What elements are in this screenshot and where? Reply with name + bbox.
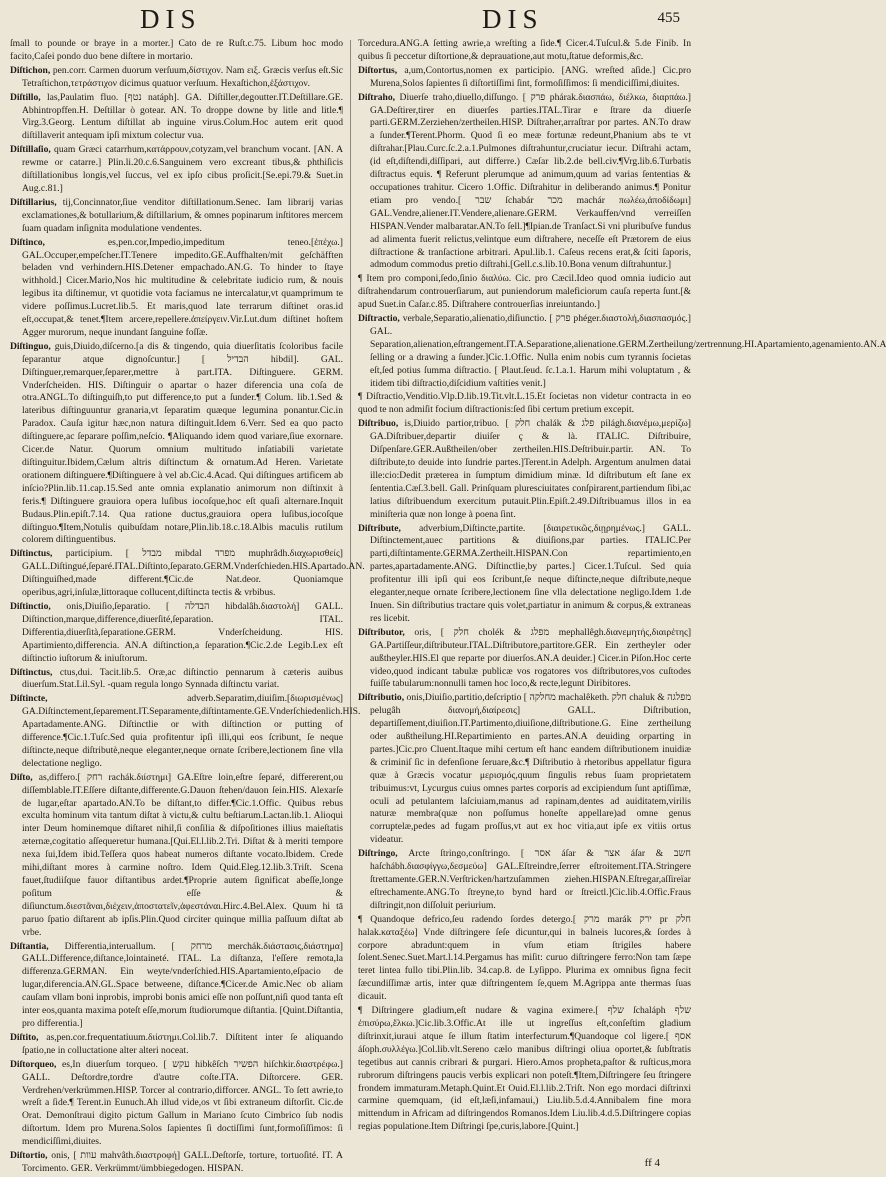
entry-headword: Diſtractio, xyxy=(358,313,403,325)
dictionary-entry xyxy=(358,418,691,521)
entry-text: adverbium,Diſtincte,partite. [διαιρετικῶς,διῃρημένως.] GALL. Diſtinctement,auec partitions & diuiſions,par parties. ITALIC.Per parti,diſtintamente.GERMA.Zertheilt.HISPAN.Con repartimiento,en partes,apartadamente.ANG. Diſtinctlie,by partes.] Cicer.1.Tuſcul. Sed quia profitentur illi ipſi qui eos ſcribunt,ſe neque diſtincte,neque diſtribute,neque eleganter,neque ornate ſcribere,lectionem ſine vlla delectatione negligo.Idem 1.de Inuen. Sin diſtributius tractare quis volet,partiatur in animum & corpus,& extraneas res licebit. xyxy=(370,522,691,624)
dictionary-entry xyxy=(358,914,691,1004)
entry-text: onis,Diuiſio,partitio,deſcriptio [ מחלקה machalêketh. חלק chaluk & מפלגה pelugâh διανομή,διαίρεσις] GALL. Diſtribution, departiſſement,diuiſion.IT.Partimento,diuiſione,diſtributione.G. Eine zertheilung oder außtheilung.HI.Repartimiento en partes.AN.A deuiding orparting in partes.]Cic.pro Cluent.Itaque mihi certum eſt hanc eandem diſtributionem inuidiæ & criminiſ ſic in defenſione ſeruare,&c.¶ Diſtributio à rhetoribus appellatur figura quæ à Græcis vocatur μερισμός,quum ſingulis rebus ſuam proprietatem tribuimus:vt, Lycurgus cuius omnes partes corporis ad excipiendum ſunt aptiſſimæ, oculi ad petulantem laſciuiam,manus ad rapinam,dentes ad auiditatem,virilis naturæ membra(quæ non poſſumus honeſte appellare)ad omne genus corruptelæ,pedes ad fugam proſſus,vt aut ex hoc vitia,aut ipſe ex vitiis ortus videatur. xyxy=(370,692,692,846)
dictionary-entry xyxy=(358,38,691,64)
entry-text: verbale,Separatio,alienatio,diſiunctio. [ פרק phéger.διαστολή,διασπασμός.] GAL. Separation,alienation,eſtrangement.IT.A.Separatione,alienatione.GERM.Zertheilung/zertrennung.HI.Apartamiento,agenamiento.AN.A ſelling or a drawing a ſunder.]Cic.1.Offic. Nulla enim nobis cum tyrannis ſocietas eſt,ſed potius ſumma diſtractio. [ Plaut.ſeud. ſc.1.a.1. Harum mihi voluptatum , & itidem tibi diſtractio,diſcidium vaſtities venit.] xyxy=(370,313,886,389)
entry-headword: Diſtincte, xyxy=(10,693,188,705)
dictionary-entry xyxy=(358,523,691,626)
entry-text: Differentia,interuallum. [ מרחק merchák.διάστασις,διάστημα] GALL.Difference,diſtance,lointaineté. ITAL. La diſtanza, l'eſſere remota,la differenza.GERMAN. Ein weyte/vnderſchied.HIS.Apartamiento,eſpacio de lugar,diferencia.AN.GL.Space betweene, diſtance.¶Cicer.de Amic.Nec ob aliam cauſam vllam boni inprobis, improbi bonis amici eſſe non poſſunt,niſi quod tanta eſt inter eos,quanta maxima poteſt eſſe,morum ſtudiorumque diſtantia. [Quint.Diſtantia, pro differentia.] xyxy=(22,940,343,1029)
entry-text: Torcedura.ANG.A ſetting awrie,a wreſting a ſide.¶ Cicer.4.Tuſcul.& 5.de Finib. In quibus ſi peccetur diſtortione,& deprauatione,aut motu,ſtatue deformis,&c. xyxy=(358,38,691,62)
entry-headword: Diſtichon, xyxy=(10,64,53,76)
entry-headword: Diſtillo, xyxy=(10,91,47,103)
column-divider xyxy=(350,40,351,1130)
dictionary-entry xyxy=(10,601,343,666)
right-column xyxy=(358,38,886,1138)
entry-headword: Diſtribuo, xyxy=(358,418,405,430)
dictionary-entry xyxy=(358,313,886,390)
entry-text: onis, [ עוות mahvâth.διαστροφή] GALL.Deſtorſe, torture, tortuoſité. IT. A Torcimento. GER. Verkrümmt/ümbbiegedogen. HISPAN. xyxy=(22,1150,343,1174)
entry-text: es,In diuerſum torqueo. [ עקש hibkêſch הפשיר hiſchkir.διαστρέφω.] GALL. Deſtordre,tordre d'autre coſte.ITA. Diſtorcere. GER. Verdrehen/verkrümmen.HISP. Torcer al contrario,difforcer. ANGL. To ſett awrie,to wreſt a ſide.¶ Terent.in Eunuch.Ah illud vide,os vt ſibi extraneum diſtorſit. Cic.de Orat. Demonſtraui digito pictum Gallum in Mariano ſcuto Cimbrico ſub nodis diſtortum. Idem pro Murena.Solos ſapientes ſi doctiſſimi ſunt,formoſiſſimos: ſi mendiciſſimi,diuites. xyxy=(22,1058,343,1148)
dictionary-entry xyxy=(10,38,343,64)
entry-text: Arcte ſtringo,conſtringo. [ אסר áſar & אצר áſar & חשב haſchábh.διασφίγγω,δεσμεύω] GAL.Eſtreindre,ſerrer eſtroitement.ITA.Stringere ſtrettamente.GER.N.Verſtricken/hartzuſammen ziehen.HISPAN.Eſtregar,aſſireïar eſtrechamente.ANG.To ſtreyne,to bynd hard or ſtreictl.]Cic.lib.4.Offic.Fraus diſtringit,non diſſoluit periurium. xyxy=(370,848,691,911)
entry-text: las,Paulatim fluo. [נטף natáph]. GA. Diſtiller,degoutter.IT.Deſtillare.GE. Abhintropffen.H. Deſtillar ò gotear. AN. To droppe downe by litle and litle.¶ Virg.3.Georg. Lentum diſtillat ab inguine virus.Colum.Hoc autem erit quod diſtillaverit antequam ipſi mixtum colectur vua. xyxy=(22,91,344,142)
dictionary-entry xyxy=(10,548,365,600)
dictionary-entry xyxy=(10,144,343,196)
entry-headword: Diſtillaſio, xyxy=(10,144,55,156)
dictionary-entry xyxy=(10,772,343,940)
entry-headword: Diſtinctio, xyxy=(10,600,67,612)
entry-text: onis,Diuiſio,ſeparatio. [ הבדלה hibdalâh.διαστολή] GALL. Diſtinction,marque,difference,diuerſité,ſeparation. ITAL. Differentia,diuerſità,ſeparatione.GERM. Vnderſcheidung. HIS. Apartimiento,differencia. AN.A diſtinction,a ſeparation.¶Cic.2.de Legib.Lex eſt diſtinctio iuſtorum & iniuſtorum. xyxy=(22,600,343,664)
entry-text: as,pen.cor.frequentatiuum.διίστημι.Col.lib.7. Diſtitent inter ſe aliquando ſpatio,ne in colluctatione alter alteri noceat. xyxy=(22,1031,343,1056)
entry-headword: Diſtinctus, xyxy=(10,666,60,678)
entry-headword: Diſtantia, xyxy=(10,940,65,952)
dictionary-entry xyxy=(358,1005,691,1134)
entry-text: ſmall to pounde or braye in a morter.] Cato de re Ruſt.c.75. Libum hoc modo facito,Caſei pondo duo bene diſtere in mortario. xyxy=(10,38,343,62)
entry-headword: Diſtinco, xyxy=(10,236,108,248)
header-left-word: DIS xyxy=(140,4,202,34)
entry-text: quam Græci catarrhum,κατάρρουν,cotyzam,vel branchum vocant. [AN. A rewme or catarre.] Plin.li.20.c.6.Sanguinem vero excreant tibus,& phthiſicis diſtillationibus longis,vel ſuccus, vel ex ipſo cibus proſicit.[Se.epi.79.& Suet.in Aug.c.81.] xyxy=(22,144,344,194)
dictionary-entry xyxy=(10,1150,343,1176)
entry-headword: Diſtinctus, xyxy=(10,548,66,560)
entry-headword: Diſtraho, xyxy=(358,91,400,103)
entry-headword: Diſtorqueo, xyxy=(10,1058,63,1070)
dictionary-entry xyxy=(358,692,691,847)
dictionary-entry xyxy=(10,65,343,91)
entry-headword: Diſtringo, xyxy=(358,848,409,860)
entry-text: a,um,Contortus,nomen ex participio. [ANG. wreſted aſide.] Cic.pro Murena,Solos ſapientes ſi diſtortiſſimi ſint, formoſiſſimos: ſi mendiciſſimi,diuites. xyxy=(370,64,691,89)
dictionary-entry xyxy=(10,941,343,1031)
left-column xyxy=(10,38,365,1174)
entry-text: pen.corr. Carmen duorum verſuum,δίστιχον. Nam ειξ. Græcis verſus eſt.Sic Tetraſtichon,τετράστιχον dicimus quatuor verſuum. Hexaſtichon,ἑξάστιχον. xyxy=(22,64,343,89)
entry-headword: Diſtito, xyxy=(10,1031,47,1043)
entry-text: ¶ Diſtractio,Venditio.Vlp.D.lib.19.Tit.vlt.L.15.Et ſocietas non videtur contracta in eo quod te non admiſit focium diſtractionis:ſed ſibi certum pretium excepit. xyxy=(358,391,691,416)
entry-text: tij,Concinnator,ſiue venditor diſtillationum.Senec. Iam librarij varias exclamationes,& botullarium,& diſtillarium, & omnes popinarum inſtitores mercem ſuam quadam inſignita modulatione vendentes. xyxy=(22,196,343,234)
dictionary-entry xyxy=(10,693,361,770)
dictionary-entry xyxy=(10,92,343,144)
dictionary-entry xyxy=(10,1059,343,1149)
entry-text: ¶ Diſtringere gladium,eſt nudare & vagina eximere.[ שלף ſchaláph שלף ἐπισύρω,ἕλκω.]Cic.lib.3.Offic.At ille ut ingreſſus eſt,conſeſtim gladium diſtrinxit,iuraui atque ſe illum ſtatim interfecturum.¶Quandoque col ligere.[ אסף áſoph.συλλέγω.]Col.lib.vlt.Sereno cælo manibus diſtringi oliua oportet,& ſubſtratis tegetibus aut cannis cribrari & purgari. Hiero.Amos propheta,paſtor & ruſticus,mora rubrorum diſtringens paucis verbis explicari non poteſt.¶Item,Diſtringere ſeu ſtringere frondem immaturam.Metaph.Quint.Et Ouid.El.l.lib.2.Triſt. Non ego mordaci diſtrinxi carmine quemquam, (id eſt,læſi,infamaui,) Liu.lib.5.d.4.Annibalem fine mora mittendum in Africam ad diſtringendos Romanos.Idem Liu.lib.4.d.5.Diſtringere copias regias populatione.Item Diſtringi ſpe,curis,labore.[Quint.] xyxy=(358,1005,691,1133)
dictionary-entry xyxy=(10,197,343,236)
entry-headword: Diſtillarius, xyxy=(10,196,63,208)
entry-headword: Diſtributor, xyxy=(358,626,415,638)
running-header xyxy=(0,4,700,38)
entry-text: adverb.Separatim,diuiſim.[διωρισμένως] GA.Diſtinctement,ſeparement.IT.Separamente,diſtintamente.GE.Vnderſchiedenlich.HIS. Apartadamente.ANG. Diſtinctlie or with diſtinction or putting of difference.¶Cic.1.Tuſc.Sed quia profitentur ipſi illi,qui eos ſcribunt, ſe neque diſtincte,neque diſtributè,neque eleganter,neque ornate ſcribere,lectionem ſine vlla delectatione negligo. xyxy=(22,693,361,769)
entry-text: guis,Diuido,diſcerno.[a dis & tingendo, quia diuerſitatis ſcoloribus facile ſeparantur atque dignoſcuntur.] [ הבדיל hibdil]. GAL. Diſtinguer,remarquer,ſeparer,mettre à part.ITA. Diſtinguere. GERM. Vnderſcheiden. HIS. Diſtinguir o apartar o hazer diferencia una coſa de otra.ANGL.To diſtinguiſh,to put difference,to put a ſunder.¶ Colum. lib.1.Sed & lateribus diſtinguuntur granaria,vt ſeparatim quæque legumina ponantur.Cic.in Paradox. Cauſa igitur hæc,non natura diſtinguit.Idem 6.Verr. Sed ea quo pacto diſtinguere,ac ſeparare poſſim,neſcio. ¶Aliquando idem quod variare,ſiue exornare. Cicer.de Natur. Quorum omnium multitudo inſatiabili varietate diſtinguitur.Ibidem,Cælum altris diſtinctum & ornatum.Ad Heren. Varietate orationem diſtinguere.¶Diſtinguere à vel ab.Cic.4.Acad. Qui diſtingues artificem ab inſcio?Plin.lib.11.cap.15.Sed ante omnia explanatio animorum non diſtinxit à feris.¶ Diſtinguere grauiora opera luſibus iocoſque,hoc eſt quaſi alternare.Inquit Budaus.Plin.epiſt.7.14. Qua ratione ductus,grauiora opera luſibus,iocoſque diſtinguo.¶Item,Notulis quibuſdam notare,Plin.lib.18.c.18.Albis maculis rutilum colorem diſtinguentibus. xyxy=(22,340,343,546)
entry-headword: Diſtributio, xyxy=(358,692,407,704)
entry-headword: Diſtinguo, xyxy=(10,340,55,352)
dictionary-entry xyxy=(358,848,691,913)
dictionary-entry xyxy=(358,273,691,312)
entry-text: Diuerſe traho,diuello,diſſungo. [ פרק phárak.διασπάω, διέλκω, διαρπάω.] GA.Deſtirer,tirer en diuerſes parties.ITAL.Tirar e ſtrare da diuerſe parti.GERM.Zerziehen/zertheilen.HISP. Diſtraher,arraſtrar por partes. AN.To draw a ſunder.¶Terent.Phorm. Quod ſi eo meæ fortunæ redeunt,Phanium abs te vt diſtrahar.[Plau.Curc.ſc.2.a.1.Pulmones diſtrahuntur,cruciatur iecur. Diſtrahi actam,(id eſt,diſtendi,diſſipari, aut differre.) Cæſar lib.2.de bell.civ.¶Vrg.lib.6.Turbatis diſtractus equis. ¶ Referunt plerumque ad animum,quum ad varias ſententias & occupationes trahitur. Cicero 1.Offic. Diſtrahitur in deliberando animus.¶ Ponitur etiam pro vendo.[ שבר ſchabár מכר machár πωλέω,ἀποδίδωμι] GAL.Vendre,aliener.IT.Vendere,alienare.GERM. Verkauffen/vnd verreiſſen HISPAN.Vender malbaratar.AN.To ſell.]¶Ipian.de Tranſact.Si vni pluribuſve fundus ad alimenta fuerit relictus,velintque eum diſtrahere, neceſſe eſt Prætorem de eius diſtractione & tranſactione arbitrari. Apul.lib.1. Caſeus recens erat,& ſciti ſaporis, admodum commodus pretio diſtrahi.[Gell.c.s.lib.10.Bona venum diſtrahuntur.] xyxy=(370,91,691,271)
entry-text: as,differo.[ רחק rachák.διίστημι] GA.Eſtre loin,eſtre ſeparé, differerent,ou diſſemblable.IT.Eſſere diſtante,differente.G.Dauon ſtehen/dauon ſein.HIS. Alexarſe de lugar,eſtar apartado.AN.To be diſtant,to differ.¶Cic.1.Offic. Quibus rebus exculta hominum vita tantum diſtat à victu,& cultu beſtiarum.Lactan.lib.1. Alioqui inter Deum hominemque diſtaret nihil,ſi conſilia & diſpoſitiones illius maieſtatis æternæ,cogitatio aſſequeretur humana.[Qui.El.l.lib.2.Tri. Diſtat & à meriti tempore nexa ſui,Idem ibid.Teſſera quos habeat numeros diſtante vocato.Ibidem. Crede mihi,diſtant mores à carmine noſtro. Idem Quid.Eleg.12.lib.3.Triſt. Scena fauet,ſtudiiſque fauor diſtantibus ardet.¶Proprie autem ſignificat abeſſe,longe poſitum eſſe & diſiunctum.διεστᾶναι,διέχειν,ἀποστατεῖν,ἀφεστάναι.Hirc.4.Bel.Alex. Quum hi tā paruo ſpatio diſtarent ab ipſis.Plin.Quod circiter quinque millia paſſuum diſtat ab vrbe. xyxy=(22,771,343,938)
entry-headword: Diſtortus, xyxy=(358,64,405,76)
entry-text: oris, [ חלק cholék & מפלג mephallêgh.διανεμητής,διαιρέτης] GA.Partiſſeur,diſtributeur.ITAL.Diſtributore,partitore.GER. Ein zertheyler oder außtheyler.HIS.El que reparte por diuerſos.AN.A deuider.] Cicer.in Piſon.Hoc certe video,quod indicant tabulæ publicæ vos rogatores vos diſtributores,vos cuſtodes fuiſſe tabularum:nonnulli tamen hoc loco,& recte,legunt Diribitores. xyxy=(370,626,692,690)
dictionary-entry xyxy=(358,391,691,417)
signature-mark: ff 4 xyxy=(644,1157,660,1169)
entry-text: ¶ Quandoque defrico,ſeu radendo ſordes detergo.[ מרק marák ירק pr חלק halak.καταξέω] Vnde diſtringere ſeſe dicuntur,qui in balneis lucores,& ſordes à corpore abradunt:quem in vſum etiam ſtrigiles habere ſolent.Senec.Suet.Mart.l.14.Pergamus has miſit: curuo diſtringere ferro:Non tam ſæpe teret lintea fullo tibi.Plin.lib. 34.cap.8. de Lyſippo. Plurima ex omnibus ſigna fecit ſæcundiſſimæ artis, inter quæ diſtringentem ſe,quem M.Agrippa ante thermas ſuas dicauit. xyxy=(358,913,691,1003)
entry-text: participium. [ מבדל mibdal מפרד muphrâdh.διαχωρισθείς] GALL.Diſtingué,ſeparé.ITAL.Diſtinto,ſeparato.GERM.Vnderſchieden.HIS.Apartado.AN. Diſtinguiſhed,made different.¶Cic.de Nat.deor. Quoniamque operibus,agri,inſulæ,littoraque collucent,diſtincta tectis & vrbibus. xyxy=(22,548,365,599)
entry-headword: Diſto, xyxy=(10,771,39,783)
header-right-word: DIS xyxy=(482,4,544,34)
dictionary-entry xyxy=(358,92,691,273)
dictionary-entry xyxy=(358,65,691,91)
entry-text: ctus,dui. Tacit.lib.5. Oræ,ac diſtinctio pennarum à cæteris auibus diuerſum.Stat.Lil.Syl. -quam regula longo Synnada diſtinctu variat. xyxy=(22,666,343,691)
entry-headword: Diſtortio, xyxy=(10,1150,52,1162)
entry-text: es,pen.cor,Impedio,impeditum teneo.[ἐπέχω.] GAL.Occuper,empeſcher.IT.Tenere impedito.GE.Auffhalten/mit geſchäfften beladen vnd verhindern.HIS.Detener empachado.AN.G. To hinder to ſtaye withhold.] Cicer.Mario,Nos hic multitudine & celebritate iudicio rum, & nouis legibus ita diſtinemur, vt quotidie vota faciamus ne intercalatur,vt quamprimum te videre poſſimus.Lucret.lib.5. Et maris,quod late terrarum diſtinet oras.id eſt,occupat,& tenet.¶Item arcere,repellere.ἀπείργειν.Vir.Lut.dum diſtinet hoſtem Agger murorum, neque inundant ſanguine foſſæ. xyxy=(22,236,343,338)
dictionary-entry xyxy=(10,1032,343,1058)
entry-text: ¶ Item pro componi,ſedo,ſinio διαλύω. Cic. pro Cæcil.Ideo quod omnia iudicio aut diſtrahendarum controuerſiarum, aut puniendorum maleficiorum cauſa reperta ſunt.[& apud Suet.in Caſar.c.85. Diſtrahere controuerſias inreiuntando.] xyxy=(358,273,691,311)
dictionary-entry xyxy=(10,667,343,693)
dictionary-entry xyxy=(10,237,343,340)
entry-text: is,Diuido partior,tribuo. [ חלק chalák & פלג pilágh.διανέμω,μερίζω] GA.Diſtribuer,departir diuiſer ç & là. ITALIC. Diſtribuire, Diſpenſare.GER.Außtheilen/ober zertheilen.HIS.Deſtribuir.partir. AN. To diſtribute,to deuide into ſundrie partes.]Terent.in Adelph. Argentum anulmen datai ille:cio:Dedit præterea in ſumptum dimidium minæ. Id diſtributum eſt ſane ex ſententia.Cæſ.3.bell. Gall. Prinſquam pluresciuitates conſpirarent,partiendum ſibi,ac latius diſtribuendum exercitum putauit.Plin.Epiſt.2.49.Diſtribuamus illos in ea miniſteria quæ non longe à poena ſint. xyxy=(370,418,691,520)
page-number: 455 xyxy=(657,10,680,26)
entry-headword: Diſtribute, xyxy=(358,522,419,534)
dictionary-entry xyxy=(10,341,343,548)
dictionary-entry xyxy=(358,627,691,692)
